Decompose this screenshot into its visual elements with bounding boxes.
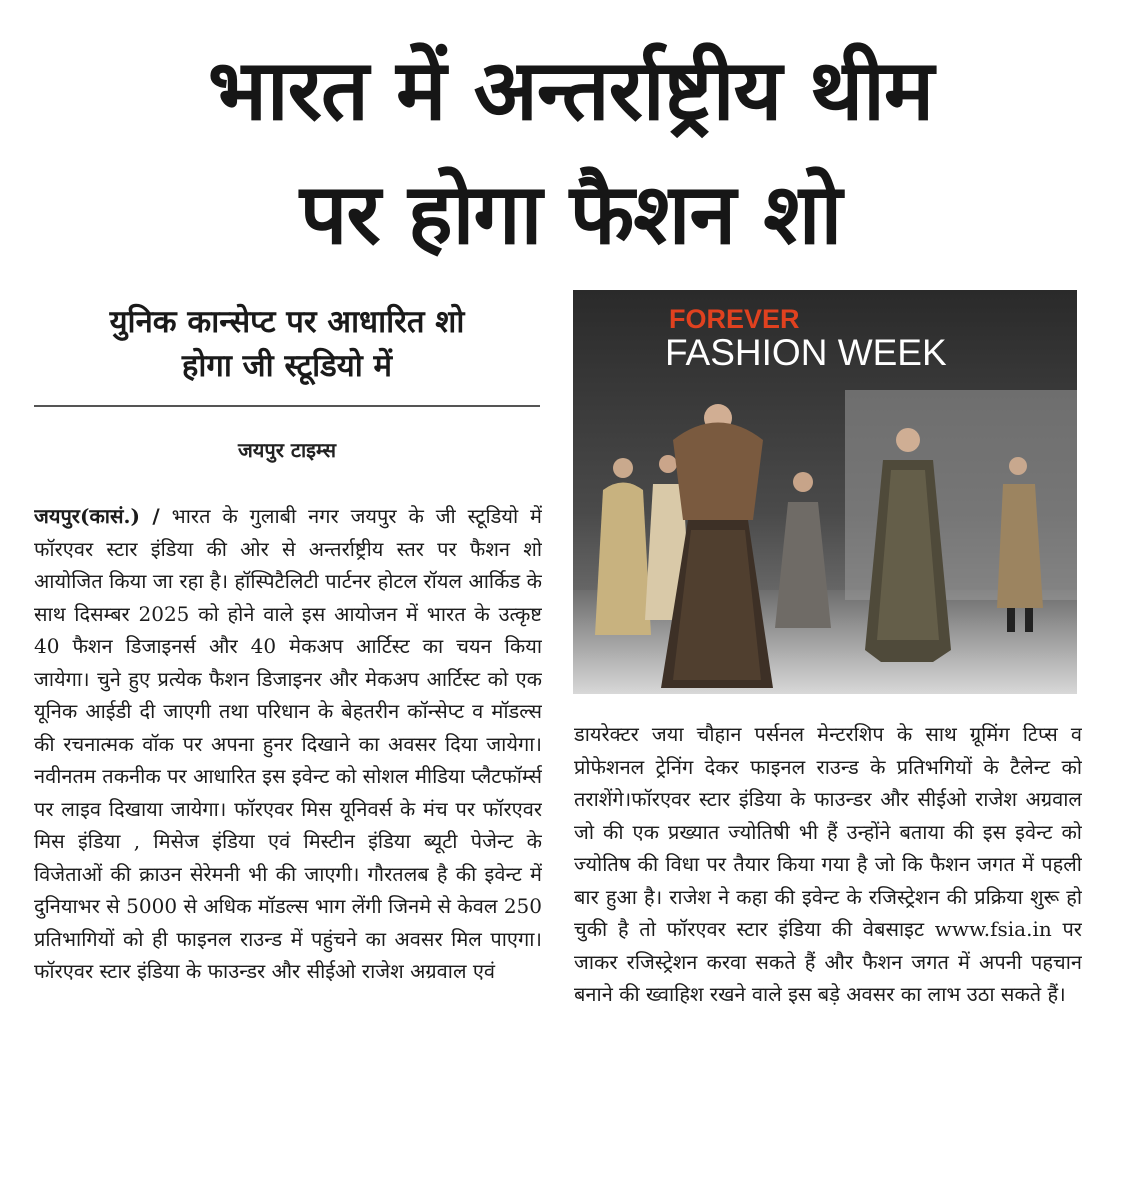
- subheadline-line-2: होगा जी स्टूडियो में: [181, 348, 393, 384]
- body-text-right: डायरेक्टर जया चौहान पर्सनल मेन्टरशिप के साथ ग्रूमिंग टिप्स व प्रोफेशनल ट्रेनिंग देकर फाइनल राउन्ड के प्रतिभगियों के टैलेन्ट को तराशेंगे।फॉरएवर स्टार इंडिया के फाउन्डर और सीईओ राजेश अग्रवाल जो की एक प्रख्यात ज्योतिषी भी हैं उन्होंने बताया की इस इवेन्ट को ज्योतिष की विधा पर तैयार किया गया है जो कि फैशन जगत में पहली बार हुआ है। राजेश ने कहा की इवेन्ट के रजिस्ट्रेशन की प्रक्रिया शुरू हो चुकी है तो फॉरएवर स्टार इंडिया की वेबसाइट www.fsia.in पर जाकर रजिस्ट्रेशन करवा सकते हैं और फैशन जगत में अपनी पहचान बनाने की ख्वाहिश रखने वाले इस बड़े अवसर का लाभ उठा सकते हैं।: [574, 722, 1082, 1006]
- headline: [0, 28, 1141, 276]
- headline-line-1: भारत में अन्तर्राष्ट्रीय थीम: [207, 41, 934, 139]
- photo-brand: FOREVER: [669, 304, 800, 334]
- photo-title: FASHION WEEK: [665, 332, 947, 373]
- subheadline: [34, 300, 540, 388]
- article-body-left: [34, 500, 542, 1162]
- body-text-left: भारत के गुलाबी नगर जयपुर के जी स्टूडियो में फॉरएवर स्टार इंडिया की ओर से अन्तर्राष्ट्रीय स्तर पर फैशन शो आयोजित किया जा रहा है। हॉस्पिटैलिटी पार्टनर होटल रॉयल आर्किड के साथ दिसम्बर 2025 को होने वाले इस आयोजन में भारत के उत्कृष्ट 40 फैशन डिजाइनर्स और 40 मेकअप आर्टिस्ट का चयन किया जायेगा। चुने हुए प्रत्येक फैशन डिजाइनर और मेकअप आर्टिस्ट को एक यूनिक आईडी दी जाएगी तथा परिधान के बेहतरीन कॉन्सेप्ट व मॉडल्स की रचनात्मक वॉक पर अपना हुनर दिखाने का अवसर दिया जायेगा। नवीनतम तकनीक पर आधारित इस इवेन्ट को सोशल मीडिया प्लैटफॉर्म्स पर लाइव दिखाया जायेगा। फॉरएवर मिस यूनिवर्स के मंच पर फॉरएवर मिस इंडिया , मिसेज इंडिया एवं मिस्टीन इंडिया ब्यूटी पेजेन्ट के विजेताओं की क्राउन सेरेमनी भी की जाएगी। गौरतलब है की इवेन्ट में दुनियाभर से 5000 से अधिक मॉडल्स भाग लेंगी जिनमे से केवल 250 प्रतिभागियों को ही फाइनल राउन्ड में पहुंचने का अवसर मिल पाएगा। फॉरएवर स्टार इंडिया के फाउन्डर और सीईओ राजेश अग्रवाल एवं: [34, 504, 542, 983]
- subheadline-line-1: युनिक कान्सेप्ट पर आधारित शो: [109, 304, 465, 340]
- dateline: जयपुर(कासं.) /: [34, 504, 160, 528]
- byline: जयपुर टाइम्स: [237, 438, 337, 462]
- fashion-week-photo: [573, 290, 1077, 694]
- headline-line-2: पर होगा फैशन शो: [299, 165, 842, 263]
- article-body-right: [574, 718, 1082, 1138]
- divider: [34, 405, 540, 407]
